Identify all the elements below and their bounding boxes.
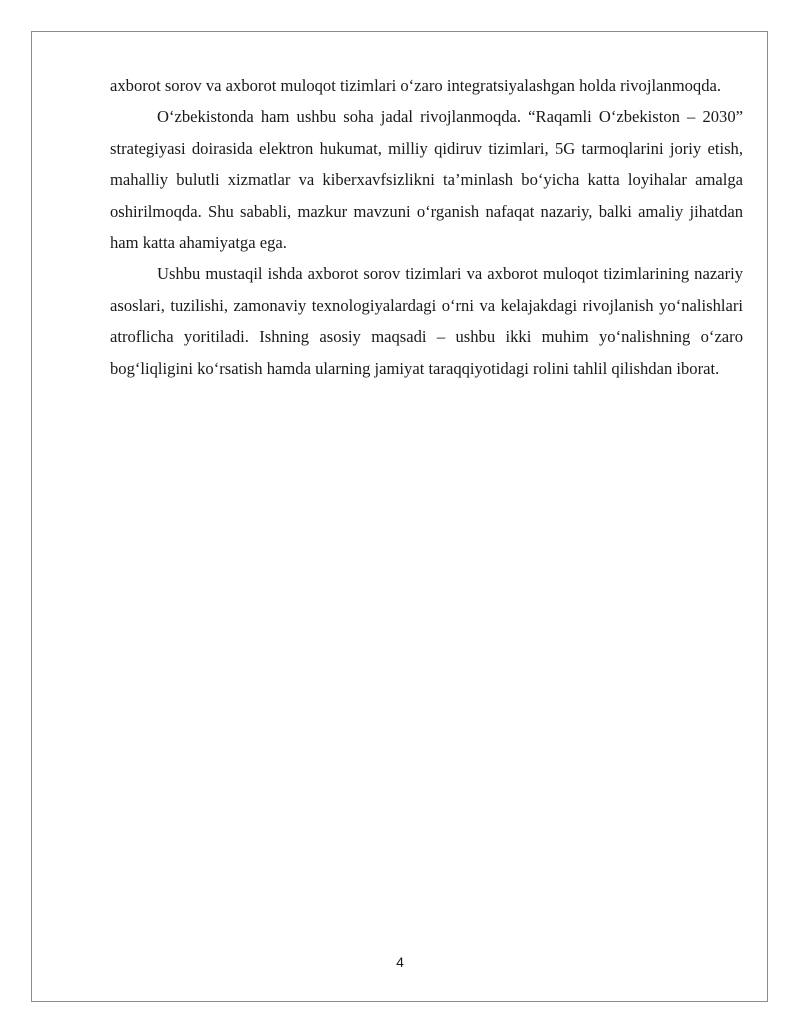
paragraph-uzbekistan-strategy: O‘zbekistonda ham ushbu soha jadal rivojlanmoqda. “Raqamli O‘zbekiston – 2030” strategiyasi doirasida elektron hukumat, milliy qidiruv tizimlari, 5G tarmoqlarini joriy etish, mahalliy bulutli xizmatlar va kiberxavfsizlikni ta’minlash bo‘yicha katta loyihalar amalga oshirilmoqda. Shu sababli, mazkur mavzuni o‘rganish nafaqat nazariy, balki amaliy jihatdan ham katta ahamiyatga ega.: [110, 107, 743, 253]
paragraph-work-purpose: Ushbu mustaqil ishda axborot sorov tizimlari va axborot muloqot tizimlarining nazariy asoslari, tuzilishi, zamonaviy texnologiyalardagi o‘rni va kelajakdagi rivojlanish yo‘nalishlari atroflicha yoritiladi. Ishning asosiy maqsadi – ushbu ikki muhim yo‘nalishning o‘zaro bog‘liqligini ko‘rsatish hamda ularning jamiyat taraqqiyotidagi rolini tahlil qilishdan iborat.: [110, 264, 743, 378]
document-body: [110, 70, 743, 384]
page-number: 4: [396, 954, 404, 970]
paragraph-continued: axborot sorov va axborot muloqot tizimlari o‘zaro integratsiyalashgan holda rivojlanmoqda.: [110, 76, 722, 95]
